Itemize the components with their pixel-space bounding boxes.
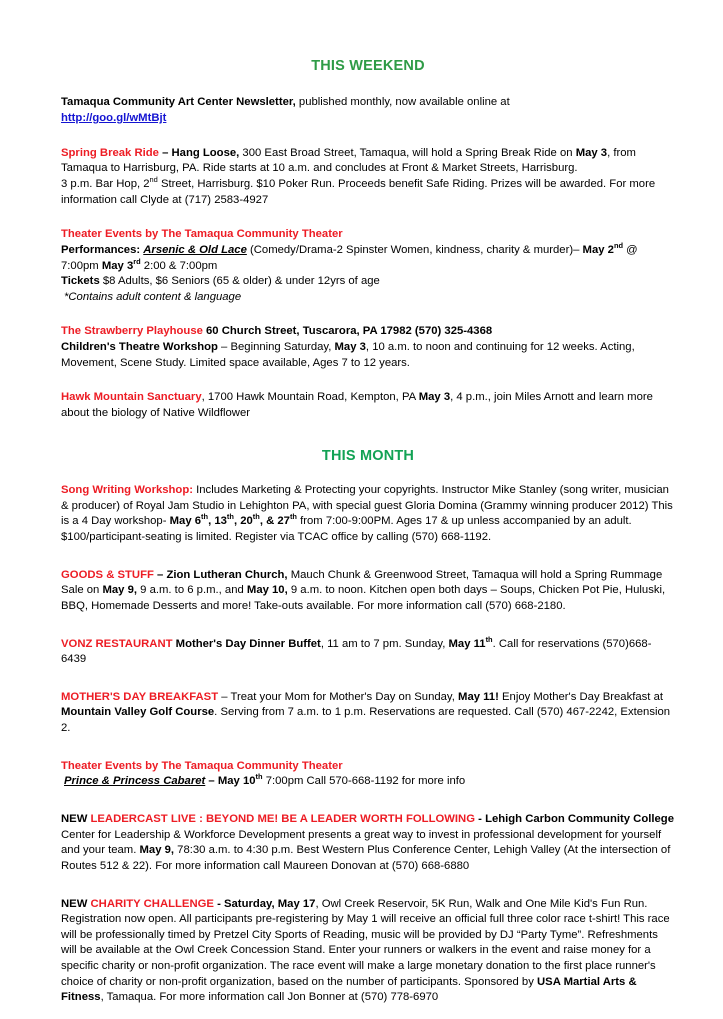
song-writing-text-a: Includes Marketing & Protecting your copyrights. Instructor Mike Stanley (song writer, musician & producer) of Royal Jam Studio in Lehighton PA, with special guest Gloria Domina (Grammy winning producer 2012) This is a 4 Day workshop- (61, 484, 673, 528)
goods-dash: – (153, 568, 167, 581)
theater-date-2-sup: rd (133, 256, 141, 266)
newsletter-intro-block (61, 95, 675, 126)
mothers-day-breakfast-heading: MOTHER'S DAY BREAKFAST (61, 690, 219, 703)
hawk-text-a: , 1700 Hawk Mountain Road, Kempton, PA (201, 391, 419, 404)
this-weekend-heading: THIS WEEKEND (311, 58, 425, 74)
charity-challenge-block (61, 897, 675, 1006)
charity-dash: - (213, 897, 224, 910)
charity-challenge-heading: CHARITY CHALLENGE (90, 897, 214, 910)
goods-text-a: Mauch Chunk & Greenwood Street, Tamaqua will hold a Spring Rummage Sale on (61, 568, 663, 597)
charity-date: Saturday, May 17 (223, 897, 316, 910)
tickets-label: Tickets (61, 275, 100, 288)
spring-break-org: Hang Loose, (171, 146, 240, 159)
mothers-text-c: . Serving from 7 a.m. to 1 p.m. Reservations are requested. Call (570) 467-2242, Extension 2. (61, 706, 671, 735)
spring-break-line2b: Street, Harrisburg. $10 Poker Run. Proceeds benefit Safe Riding. Prizes will be awarded. For more information call Clyde at (717) 2583-4927 (61, 177, 656, 206)
vonz-text-a: , 11 am to 7 pm. Sunday, (320, 637, 449, 650)
this-month-heading: THIS MONTH (321, 447, 415, 464)
childrens-workshop-dash: – Beginning Saturday, (217, 341, 335, 354)
theater-dash: – (573, 243, 583, 256)
song-writing-workshop-block (61, 483, 675, 546)
performances-label: Performances: (61, 243, 141, 256)
charity-text: , Owl Creek Reservoir, 5K Run, Walk and One Mile Kid's Fun Run. Registration now open. All participants pre-registering by May 1 will receive an official full three color race t-shirt! This race will be professionally timed by Pretzel City Sports of Reading, music will be provided by DJ “Party Tyme”. Refreshments will be available at the Owl Creek Concession Stand. Enter your runners or walkers in the event and raise money for a specific charity or non-profit organization. The race event will make a large monetary donation to the first place runner's choice of charity or non-profit organization, based on the number of participants. Sponsored by (61, 897, 670, 988)
spring-break-dash: – (158, 146, 172, 159)
song-writing-date-2-sup: th (226, 512, 234, 522)
strawberry-playhouse-heading: The Strawberry Playhouse (61, 325, 203, 338)
song-writing-date-4-sup: th (289, 512, 297, 522)
vonz-text-b: . Call for reservations (570)668-6439 (61, 637, 652, 666)
goods-date-2: May 10, (246, 584, 288, 597)
goods-org: Zion Lutheran Church, (166, 568, 288, 581)
song-writing-date-3-sup: th (252, 512, 260, 522)
theater-time-1: @ 7:00pm (61, 243, 638, 272)
cabaret-date-sup: th (255, 772, 263, 782)
leadercast-dash: - (475, 813, 486, 825)
hawk-date: May 3 (418, 391, 451, 404)
childrens-workshop-label: Children's Theatre Workshop (61, 341, 218, 354)
cabaret-text: 7:00pm Call 570-668-1192 for more info (262, 775, 466, 788)
mothers-day-breakfast-block (61, 690, 675, 737)
vonz-date: May 11 (448, 637, 486, 650)
childrens-workshop-date: May 3 (334, 341, 366, 354)
theater-time-2: 2:00 & 7:00pm (140, 259, 218, 272)
theater-events-heading-2: Theater Events by The Tamaqua Community Theater (61, 759, 343, 772)
vonz-subtitle: Mother's Day Dinner Buffet (172, 637, 321, 650)
song-writing-heading: Song Writing Workshop: (61, 484, 193, 497)
spring-break-line1a: 300 East Broad Street, Tamaqua, will hold a Spring Break Ride on (239, 146, 576, 159)
song-writing-date-2: , 13 (208, 515, 227, 528)
childrens-workshop-text: , 10 a.m. to noon and continuing for 12 weeks. Acting, Movement, Scene Study. Limited space available, Ages 7 to 12 years. (61, 341, 635, 369)
spring-break-line2a: 3 p.m. Bar Hop, 2 (61, 177, 150, 190)
strawberry-playhouse-block (61, 324, 675, 371)
charity-new-tag: NEW (61, 897, 88, 910)
play-title: Arsenic & Old Lace (143, 243, 247, 256)
song-writing-date-1-sup: th (201, 512, 209, 522)
goods-text-c: 9 a.m. to noon. Kitchen open both days – Soups, Chicken Pot Pie, Huluski, BBQ, Homemade Desserts and more! Take-outs available. For more information call (570) 668-2180. (61, 584, 666, 612)
newsletter-body: published monthly, now available online at (295, 96, 510, 109)
song-writing-date-3: , 20 (233, 515, 253, 528)
theater-date-2: May 3 (101, 259, 134, 272)
vonz-date-sup: th (485, 634, 493, 644)
song-writing-text-b: from 7:00-9:00PM. Ages 17 & up unless accompanied by an adult. $100/participant-seating is limited. Register via TCAC office by calling (570) 668-1192. (61, 515, 632, 543)
leadercast-block (61, 812, 675, 875)
newsletter-title: Tamaqua Community Art Center Newsletter, (61, 96, 296, 109)
charity-text-b: , Tamaqua. For more information call Jon Bonner at (570) 778-6970 (100, 991, 439, 1004)
hawk-mountain-block (61, 390, 675, 421)
theater-events-block-2 (61, 759, 675, 790)
goods-and-stuff-block (61, 568, 675, 615)
hawk-mountain-heading-text: Hawk Mountain Sanctuary (61, 391, 202, 404)
cabaret-date: May 10 (217, 775, 256, 788)
play-description: (Comedy/Drama-2 Spinster Women, kindness, charity & murder) (246, 243, 574, 256)
strawberry-address: 60 Church Street, Tuscarora, PA 17982 (570) 325-4368 (202, 325, 493, 338)
leadercast-date: May 9, (139, 844, 175, 857)
theater-content-note: *Contains adult content & language (64, 290, 242, 303)
theater-events-heading: Theater Events by The Tamaqua Community Theater (61, 228, 343, 241)
leadercast-heading: LEADERCAST LIVE : BEYOND ME! BE A LEADER WORTH FOLLOWING (90, 813, 476, 825)
theater-date-1: May 2 (582, 243, 614, 256)
leadercast-text-a: Center for Leadership & Workforce Development presents a great way to invest in professional development for yourself and your team. (61, 828, 662, 857)
song-writing-date-1: May 6 (169, 515, 202, 528)
theater-date-1-sup: nd (613, 241, 624, 251)
cabaret-show-title: Prince & Princess Cabaret (64, 775, 206, 788)
mothers-venue: Mountain Valley Golf Course (61, 706, 215, 719)
spring-break-ride-block (61, 146, 675, 209)
charity-sponsor: USA Martial Arts & Fitness (61, 975, 637, 1004)
goods-and-stuff-heading: GOODS & STUFF (61, 568, 154, 581)
spring-break-ride-heading: Spring Break Ride (61, 146, 159, 159)
hawk-text-b: , 4 p.m., join Miles Arnott and learn more about the biology of Native Wildflower (61, 391, 653, 419)
mothers-date: May 11! (458, 690, 499, 703)
song-writing-date-4: , & 27 (259, 515, 290, 528)
mothers-text-b: Enjoy Mother's Day Breakfast at (498, 690, 664, 703)
vonz-restaurant-heading: VONZ RESTAURANT (61, 637, 173, 650)
newsletter-url-link[interactable]: http://goo.gl/wMtBjt (61, 112, 167, 125)
newsletter-content (61, 58, 675, 1019)
tickets-text: $8 Adults, $6 Seniors (65 & older) & under 12yrs of age (99, 275, 380, 288)
vonz-restaurant-block (61, 634, 675, 668)
leadercast-org: Lehigh Carbon Community College (485, 813, 674, 825)
hawk-mountain-heading (61, 391, 202, 403)
spring-break-ordinal-sup: nd (149, 175, 158, 185)
goods-date-1: May 9, (102, 584, 138, 597)
spring-break-line1b: , from Tamaqua to Harrisburg, PA. Ride starts at 10 a.m. and concludes at Front & Market Streets, Harrisburg. (61, 146, 636, 175)
mothers-text-a: – Treat your Mom for Mother's Day on Sunday, (218, 690, 459, 703)
cabaret-dash: – (205, 775, 218, 788)
goods-text-b: 9 a.m. to 6 p.m., and (137, 584, 247, 597)
leadercast-new-tag: NEW (61, 813, 88, 825)
spring-break-date1: May 3 (575, 146, 608, 159)
leadercast-text-b: 78:30 a.m. to 4:30 p.m. Best Western Plus Conference Center, Lehigh Valley (At the intersection of Routes 512 & 22). For more information call Maureen Donovan at (570) 668-6880 (61, 844, 671, 872)
theater-events-block (61, 227, 675, 305)
